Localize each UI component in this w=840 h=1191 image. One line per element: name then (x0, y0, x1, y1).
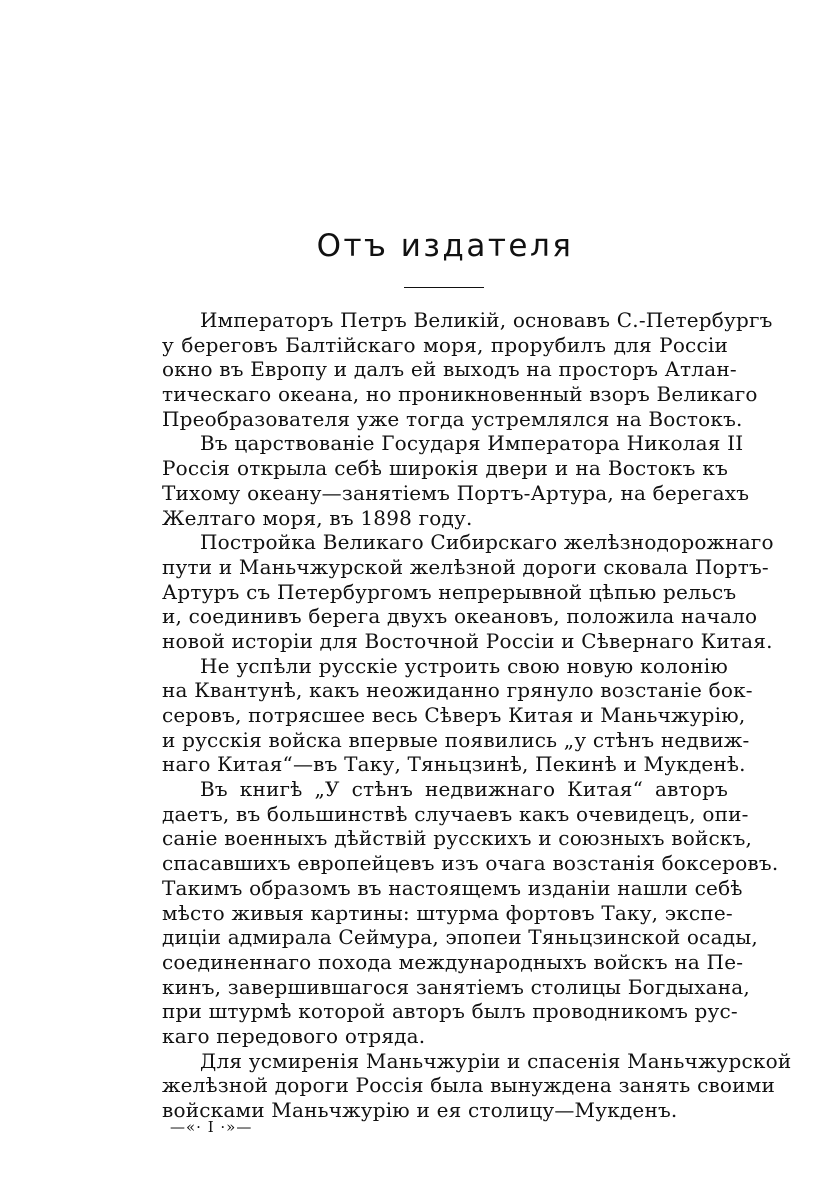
body-text (162, 308, 792, 1123)
text-line: Россія открыла себѣ широкія двери и на Востокъ къ (162, 456, 728, 481)
text-line: Въ царствованіе Государя Императора Николая II (200, 431, 744, 456)
text-line: Такимъ образомъ въ настоящемъ изданіи нашли себѣ (162, 875, 743, 900)
text-line: саніе военныхъ дѣйствій русскихъ и союзныхъ войскъ, (162, 826, 753, 851)
text-line: Императоръ Петръ Великій, основавъ С.-Петербургъ (200, 308, 773, 332)
text-line: и русскія войска впервые появились „у стѣнъ недвиж- (162, 727, 750, 752)
text-line: диціи адмирала Сеймура, эпопеи Тяньцзинской осады, (162, 925, 758, 950)
text-line: соединеннаго похода международныхъ войскъ на Пе- (162, 949, 744, 974)
text-line: окно въ Европу и далъ ей выходъ на просторъ Атлан- (162, 357, 737, 382)
title-divider (404, 287, 484, 288)
text-line: Желтаго моря, въ 1898 году. (162, 505, 473, 530)
text-line: Артуръ съ Петербургомъ непрерывной цѣпью рельсъ (162, 579, 737, 604)
text-line: при штурмѣ которой авторъ былъ проводникомъ рус- (162, 999, 738, 1024)
text-line: кинъ, завершившагося занятіемъ столицы Богдыхана, (162, 974, 750, 999)
text-line: новой исторіи для Восточной Россіи и Сѣвернаго Китая. (162, 628, 773, 653)
text-line: на Квантунѣ, какъ неожиданно грянуло возстаніе бок- (162, 678, 753, 703)
text-line: серовъ, потрясшее весь Сѣверъ Китая и Маньчжурію, (162, 703, 746, 727)
text-line: каго передового отряда. (162, 1023, 426, 1048)
text-line: спасавшихъ европейцевъ изъ очага возстанія боксеровъ. (162, 851, 779, 876)
text-line: Не успѣли русскіе устроить свою новую колонію (200, 653, 728, 678)
text-line: у береговъ Балтійскаго моря, прорубилъ для Россіи (162, 332, 728, 357)
text-line: пути и Маньчжурской желѣзной дороги сковала Портъ- (162, 554, 769, 579)
text-line: Постройка Великаго Сибирскаго желѣзнодорожнаго (200, 530, 774, 555)
text-line: Въ книгѣ „У стѣнъ недвижнаго Китая“ авторъ (200, 777, 728, 802)
text-line: войсками Маньчжурію и ея столицу—Мукденъ. (162, 1098, 678, 1122)
text-line: желѣзной дороги Россія была вынуждена занять своими (162, 1073, 775, 1098)
text-line: Тихому океану—занятіемъ Портъ-Артура, на берегахъ (162, 480, 750, 505)
text-line: и, соединивъ берега двухъ океановъ, положила начало (162, 604, 758, 629)
text-line: Преобразователя уже тогда устремлялся на Востокъ. (162, 406, 743, 431)
page-number: —«· I ·»— (170, 1118, 253, 1136)
text-line: наго Китая“—въ Таку, Тяньцзинѣ, Пекинѣ и Мукденѣ. (162, 752, 746, 777)
text-line: даетъ, въ большинствѣ случаевъ какъ очевидецъ, опи- (162, 801, 749, 826)
text-line: тическаго океана, но проникновенный взоръ Великаго (162, 382, 758, 407)
text-line: мѣсто живыя картины: штурма фортовъ Таку, экспе- (162, 900, 733, 925)
text-line: Для усмиренія Маньчжуріи и спасенія Маньчжурской (200, 1048, 792, 1073)
page-title: Отъ издателя (316, 228, 574, 264)
